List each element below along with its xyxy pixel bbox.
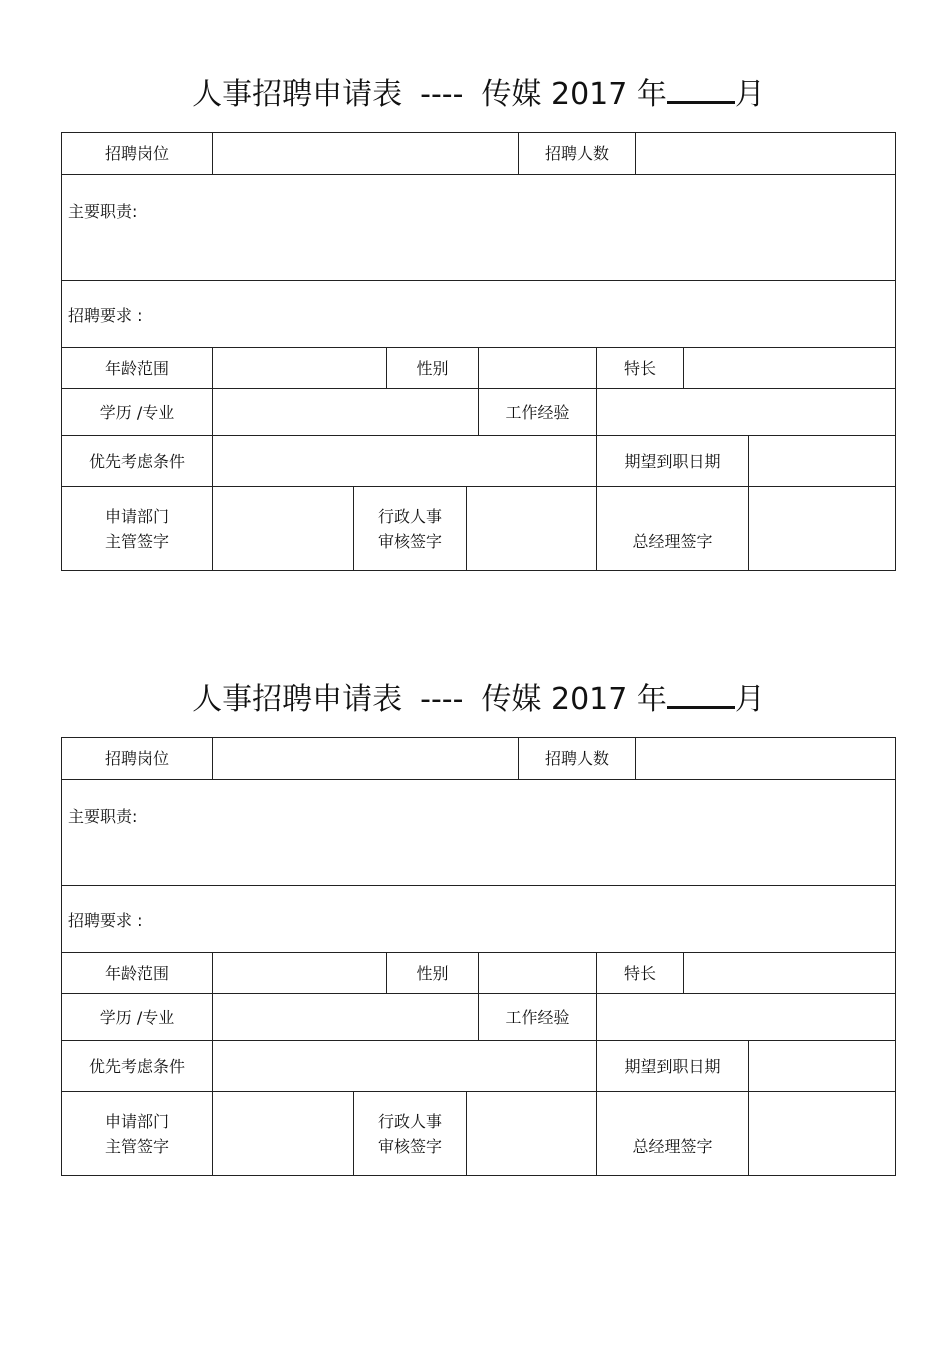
input-education[interactable] [213,389,479,436]
form-grid [61,132,896,571]
label-hr-signature-line1: 行政人事 [377,1111,442,1131]
month-blank[interactable] [667,678,735,709]
input-headcount[interactable] [636,133,896,175]
input-expected-date[interactable] [749,436,896,487]
input-gender[interactable] [479,348,597,389]
title-month: 月 [734,77,765,112]
label-hr-signature-line1: 行政人事 [377,506,442,526]
input-priority[interactable] [213,436,597,487]
label-hr-signature [354,1092,467,1176]
label-duties: 主要职责: [68,807,138,826]
input-hr-signature[interactable] [467,487,597,571]
label-specialty: 特长 [597,953,684,994]
input-dept-signature[interactable] [213,487,354,571]
label-priority: 优先考虑条件 [62,1041,213,1092]
title-company: 传媒 [481,77,542,112]
label-specialty: 特长 [597,348,684,389]
input-gm-signature[interactable] [749,487,896,571]
label-hr-signature-line2: 审核签字 [377,1136,442,1156]
label-dept-signature-line2: 主管签字 [104,1136,169,1156]
input-position[interactable] [213,738,519,780]
label-gm-signature: 总经理签字 [597,487,749,571]
title-year: 2017 年 [550,682,667,717]
title-month: 月 [734,682,765,717]
title-main: 人事招聘申请表 [192,77,403,112]
label-requirements: 招聘要求 : [68,306,143,325]
input-gender[interactable] [479,953,597,994]
label-hr-signature-line2: 审核签字 [377,531,442,551]
label-age-range: 年龄范围 [62,953,213,994]
label-experience: 工作经验 [479,389,597,436]
label-dept-signature-line1: 申请部门 [104,1111,169,1131]
label-expected-date: 期望到职日期 [597,1041,749,1092]
input-age-range[interactable] [213,348,387,389]
label-age-range: 年龄范围 [62,348,213,389]
label-requirements: 招聘要求 : [68,911,143,930]
input-gm-signature[interactable] [749,1092,896,1176]
label-duties: 主要职责: [68,202,138,221]
input-age-range[interactable] [213,953,387,994]
input-position[interactable] [213,133,519,175]
input-experience[interactable] [597,994,896,1041]
label-expected-date: 期望到职日期 [597,436,749,487]
label-hr-signature [354,487,467,571]
label-dept-signature [62,487,213,571]
input-priority[interactable] [213,1041,597,1092]
input-dept-signature[interactable] [213,1092,354,1176]
input-expected-date[interactable] [749,1041,896,1092]
label-education: 学历 /专业 [62,994,213,1041]
label-position: 招聘岗位 [62,738,213,780]
title-dashes: ---- [420,682,464,717]
label-headcount: 招聘人数 [519,133,636,175]
label-education: 学历 /专业 [62,389,213,436]
input-hr-signature[interactable] [467,1092,597,1176]
label-position: 招聘岗位 [62,133,213,175]
month-blank[interactable] [667,73,735,104]
requirements-field[interactable] [62,886,896,953]
label-experience: 工作经验 [479,994,597,1041]
input-education[interactable] [213,994,479,1041]
duties-field[interactable] [62,780,896,886]
duties-field[interactable] [62,175,896,281]
label-dept-signature-line1: 申请部门 [104,506,169,526]
input-experience[interactable] [597,389,896,436]
label-gender: 性别 [387,348,479,389]
label-headcount: 招聘人数 [519,738,636,780]
label-gm-signature: 总经理签字 [597,1092,749,1176]
label-dept-signature [62,1092,213,1176]
input-specialty[interactable] [684,348,896,389]
requirements-field[interactable] [62,281,896,348]
form-title [61,675,896,725]
input-specialty[interactable] [684,953,896,994]
title-company: 传媒 [481,682,542,717]
form-title [61,70,896,120]
title-year: 2017 年 [550,77,667,112]
input-headcount[interactable] [636,738,896,780]
label-priority: 优先考虑条件 [62,436,213,487]
form-grid [61,737,896,1176]
label-dept-signature-line2: 主管签字 [104,531,169,551]
title-dashes: ---- [420,77,464,112]
title-main: 人事招聘申请表 [192,682,403,717]
label-gender: 性别 [387,953,479,994]
